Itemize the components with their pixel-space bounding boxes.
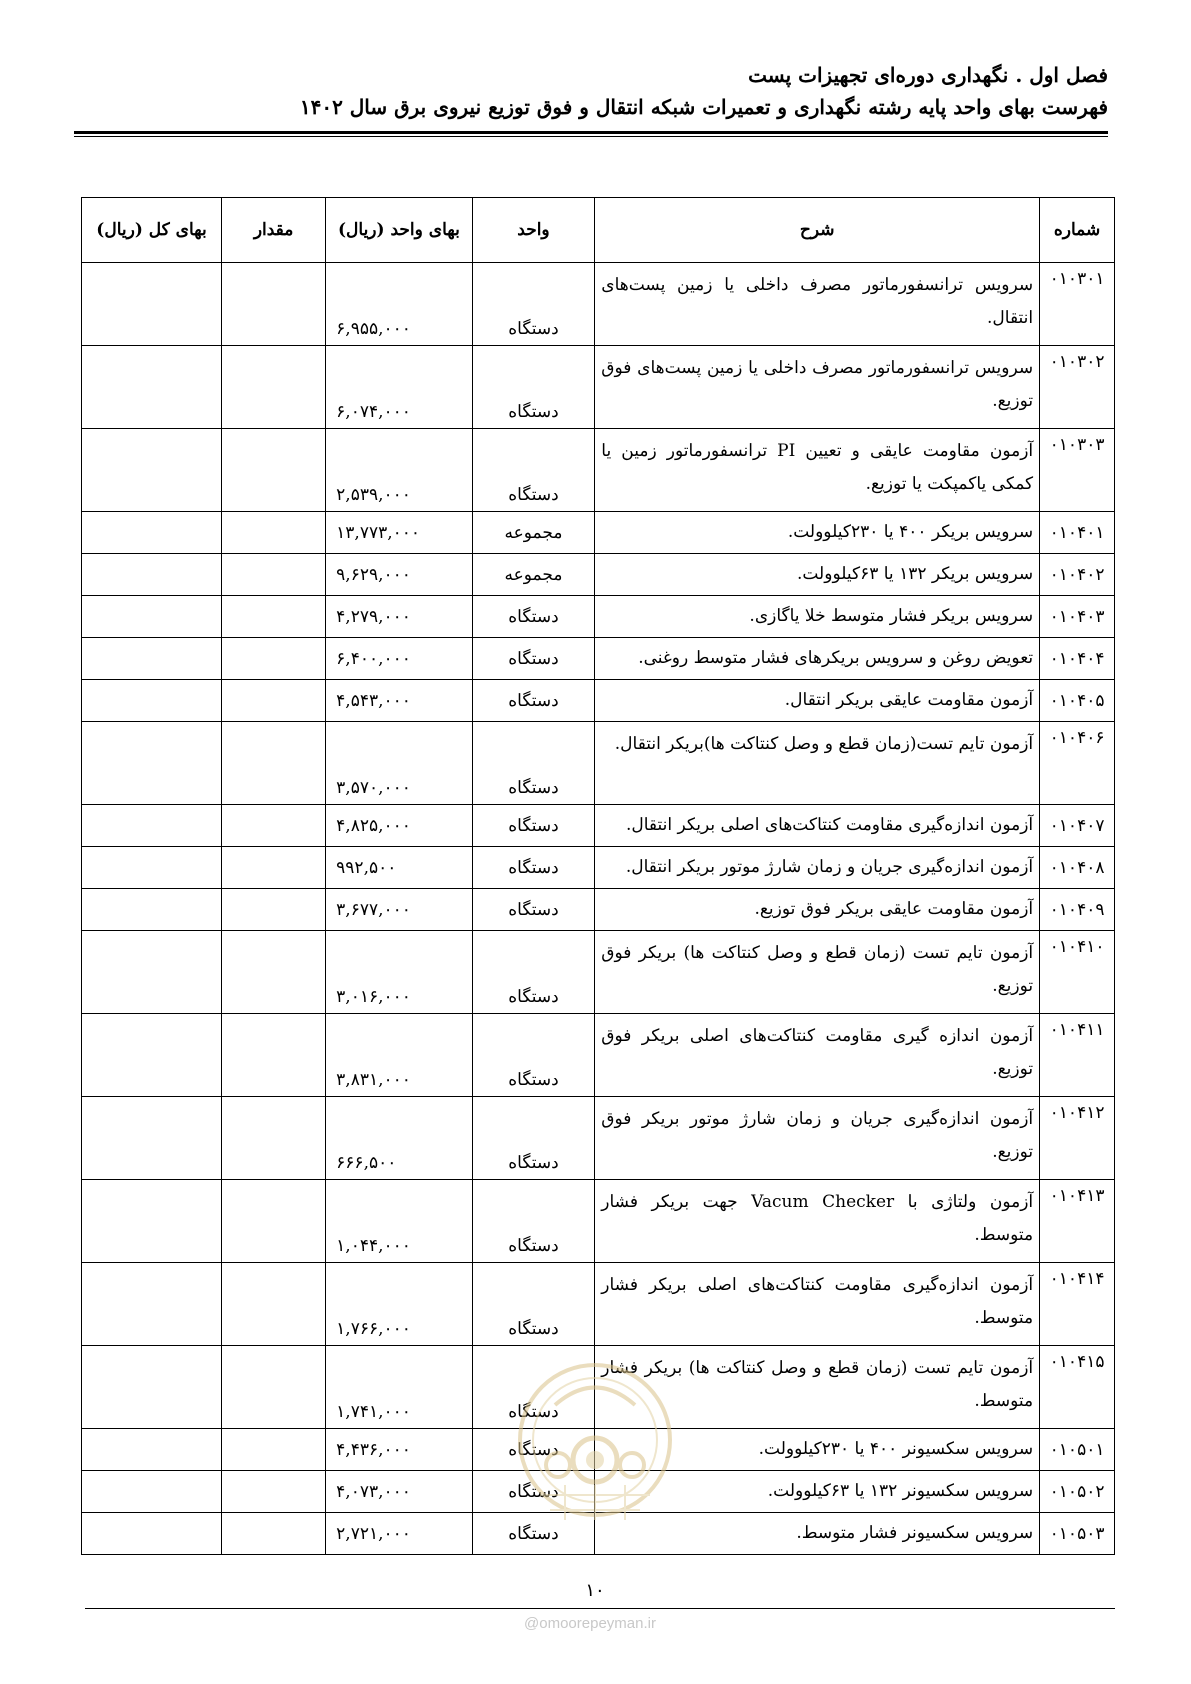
row-code: ۰۱۰۳۰۳ xyxy=(1040,429,1115,512)
watermark-seal-icon xyxy=(510,1345,680,1555)
row-quantity xyxy=(222,1097,326,1180)
row-total-price xyxy=(82,680,222,722)
row-unit: دستگاه xyxy=(472,1180,595,1263)
row-quantity xyxy=(222,1180,326,1263)
row-code: ۰۱۰۴۰۲ xyxy=(1040,554,1115,596)
row-code: ۰۱۰۴۱۵ xyxy=(1040,1346,1115,1429)
row-unit: دستگاه xyxy=(472,1471,595,1513)
row-code: ۰۱۰۴۰۳ xyxy=(1040,596,1115,638)
row-total-price xyxy=(82,596,222,638)
row-code: ۰۱۰۴۱۰ xyxy=(1040,931,1115,1014)
chapter-title: فصل اول . نگهداری دوره‌ای تجهیزات پست xyxy=(748,63,1108,87)
row-description: آزمون ولتاژی با Vacum Checker جهت بریکر فشار متوسط. xyxy=(595,1180,1040,1263)
row-code: ۰۱۰۴۰۷ xyxy=(1040,805,1115,847)
row-quantity xyxy=(222,596,326,638)
row-unit-price: ۳,۶۷۷,۰۰۰ xyxy=(326,889,472,931)
row-total-price xyxy=(82,1014,222,1097)
row-code: ۰۱۰۴۱۱ xyxy=(1040,1014,1115,1097)
row-unit-price: ۳,۵۷۰,۰۰۰ xyxy=(326,722,472,805)
row-total-price xyxy=(82,889,222,931)
row-description: سرویس بریکر فشار متوسط خلا یاگازی. xyxy=(595,596,1040,638)
table-row xyxy=(82,680,1115,722)
row-unit-price: ۴,۴۳۶,۰۰۰ xyxy=(326,1429,472,1471)
row-description: آزمون اندازه‌گیری جریان و زمان شارژ موتور بریکر انتقال. xyxy=(595,847,1040,889)
row-total-price xyxy=(82,1180,222,1263)
row-code: ۰۱۰۴۰۱ xyxy=(1040,512,1115,554)
header-quantity: مقدار xyxy=(222,198,326,263)
row-unit-price: ۱,۷۶۶,۰۰۰ xyxy=(326,1263,472,1346)
row-unit: دستگاه xyxy=(472,596,595,638)
row-unit-price: ۱,۷۴۱,۰۰۰ xyxy=(326,1346,472,1429)
table-row xyxy=(82,1014,1115,1097)
row-unit-price: ۹,۶۲۹,۰۰۰ xyxy=(326,554,472,596)
row-total-price xyxy=(82,805,222,847)
row-description: آزمون اندازه‌گیری مقاومت کنتاکت‌های اصلی بریکر فشار متوسط. xyxy=(595,1263,1040,1346)
row-unit: دستگاه xyxy=(472,1513,595,1555)
row-description: سرویس بریکر ۴۰۰ یا ۲۳۰کیلوولت. xyxy=(595,512,1040,554)
row-unit: دستگاه xyxy=(472,1263,595,1346)
row-unit-price: ۴,۲۷۹,۰۰۰ xyxy=(326,596,472,638)
table-row xyxy=(82,596,1115,638)
row-code: ۰۱۰۴۰۵ xyxy=(1040,680,1115,722)
row-unit-price: ۶,۰۷۴,۰۰۰ xyxy=(326,346,472,429)
row-unit: دستگاه xyxy=(472,638,595,680)
document-title: فهرست بهای واحد پایه رشته نگهداری و تعمیرات شبکه انتقال و فوق توزیع نیروی برق سال ۱۴۰۲ xyxy=(299,95,1108,119)
row-quantity xyxy=(222,512,326,554)
row-unit-price: ۶۶۶,۵۰۰ xyxy=(326,1097,472,1180)
row-unit-price: ۲,۷۲۱,۰۰۰ xyxy=(326,1513,472,1555)
row-description: آزمون اندازه‌گیری جریان و زمان شارژ موتور بریکر فوق توزیع. xyxy=(595,1097,1040,1180)
row-code: ۰۱۰۴۰۹ xyxy=(1040,889,1115,931)
row-code: ۰۱۰۵۰۲ xyxy=(1040,1471,1115,1513)
row-code: ۰۱۰۴۰۸ xyxy=(1040,847,1115,889)
row-code: ۰۱۰۴۱۲ xyxy=(1040,1097,1115,1180)
row-unit: دستگاه xyxy=(472,429,595,512)
row-unit: دستگاه xyxy=(472,680,595,722)
row-quantity xyxy=(222,1263,326,1346)
row-quantity xyxy=(222,429,326,512)
row-quantity xyxy=(222,805,326,847)
row-code: ۰۱۰۴۰۶ xyxy=(1040,722,1115,805)
row-quantity xyxy=(222,346,326,429)
row-unit: دستگاه xyxy=(472,722,595,805)
row-description: سرویس سکسیونر ۱۳۲ یا ۶۳کیلوولت. xyxy=(595,1471,1040,1513)
row-description: آزمون مقاومت عایقی بریکر انتقال. xyxy=(595,680,1040,722)
row-quantity xyxy=(222,931,326,1014)
header-code: شماره xyxy=(1040,198,1115,263)
row-description: سرویس سکسیونر ۴۰۰ یا ۲۳۰کیلوولت. xyxy=(595,1429,1040,1471)
row-total-price xyxy=(82,1097,222,1180)
row-total-price xyxy=(82,346,222,429)
row-unit-price: ۶,۹۵۵,۰۰۰ xyxy=(326,263,472,346)
row-unit: دستگاه xyxy=(472,1429,595,1471)
table-row xyxy=(82,1097,1115,1180)
row-quantity xyxy=(222,554,326,596)
row-unit-price: ۹۹۲,۵۰۰ xyxy=(326,847,472,889)
row-description: تعویض روغن و سرویس بریکرهای فشار متوسط روغنی. xyxy=(595,638,1040,680)
row-total-price xyxy=(82,1429,222,1471)
row-description: سرویس ترانسفورماتور مصرف داخلی یا زمین پست‌های فوق توزیع. xyxy=(595,346,1040,429)
row-quantity xyxy=(222,1346,326,1429)
row-quantity xyxy=(222,1513,326,1555)
row-description: آزمون اندازه گیری مقاومت کنتاکت‌های اصلی بریکر فوق توزیع. xyxy=(595,1014,1040,1097)
table-row xyxy=(82,638,1115,680)
row-unit-price: ۶,۴۰۰,۰۰۰ xyxy=(326,638,472,680)
page-header xyxy=(74,58,1108,122)
row-total-price xyxy=(82,638,222,680)
row-description: سرویس سکسیونر فشار متوسط. xyxy=(595,1513,1040,1555)
table-row xyxy=(82,805,1115,847)
row-unit: مجموعه xyxy=(472,554,595,596)
table-row xyxy=(82,554,1115,596)
row-total-price xyxy=(82,847,222,889)
row-quantity xyxy=(222,847,326,889)
row-unit: دستگاه xyxy=(472,931,595,1014)
table-row xyxy=(82,1263,1115,1346)
row-total-price xyxy=(82,722,222,805)
row-unit-price: ۴,۸۲۵,۰۰۰ xyxy=(326,805,472,847)
row-unit: دستگاه xyxy=(472,847,595,889)
row-unit: دستگاه xyxy=(472,805,595,847)
row-total-price xyxy=(82,512,222,554)
row-code: ۰۱۰۵۰۳ xyxy=(1040,1513,1115,1555)
table-row xyxy=(82,931,1115,1014)
row-code: ۰۱۰۴۰۴ xyxy=(1040,638,1115,680)
watermark-text: @omoorepeyman.ir xyxy=(524,1615,656,1632)
header-unit-price: بهای واحد (ریال) xyxy=(326,198,472,263)
row-unit: دستگاه xyxy=(472,889,595,931)
row-unit-price: ۳,۸۳۱,۰۰۰ xyxy=(326,1014,472,1097)
row-quantity xyxy=(222,722,326,805)
table-row xyxy=(82,1180,1115,1263)
row-unit: دستگاه xyxy=(472,1097,595,1180)
row-unit-price: ۴,۰۷۳,۰۰۰ xyxy=(326,1471,472,1513)
table-row xyxy=(82,722,1115,805)
row-description: سرویس ترانسفورماتور مصرف داخلی یا زمین پست‌های انتقال. xyxy=(595,263,1040,346)
row-total-price xyxy=(82,429,222,512)
row-total-price xyxy=(82,1346,222,1429)
row-unit: دستگاه xyxy=(472,346,595,429)
row-unit-price: ۱۳,۷۷۳,۰۰۰ xyxy=(326,512,472,554)
row-unit: مجموعه xyxy=(472,512,595,554)
row-total-price xyxy=(82,931,222,1014)
table-row xyxy=(82,346,1115,429)
row-quantity xyxy=(222,1014,326,1097)
table-row xyxy=(82,847,1115,889)
row-code: ۰۱۰۳۰۱ xyxy=(1040,263,1115,346)
row-code: ۰۱۰۴۱۳ xyxy=(1040,1180,1115,1263)
row-code: ۰۱۰۳۰۲ xyxy=(1040,346,1115,429)
row-total-price xyxy=(82,263,222,346)
row-description: آزمون اندازه‌گیری مقاومت کنتاکت‌های اصلی بریکر انتقال. xyxy=(595,805,1040,847)
row-quantity xyxy=(222,680,326,722)
row-description: آزمون تایم تست (زمان قطع و وصل کنتاکت ها) بریکر فوق توزیع. xyxy=(595,931,1040,1014)
row-unit: دستگاه xyxy=(472,1014,595,1097)
header-rule xyxy=(74,131,1108,137)
row-description: سرویس بریکر ۱۳۲ یا ۶۳کیلوولت. xyxy=(595,554,1040,596)
row-total-price xyxy=(82,1513,222,1555)
row-quantity xyxy=(222,889,326,931)
header-description: شرح xyxy=(595,198,1040,263)
row-unit-price: ۱,۰۴۴,۰۰۰ xyxy=(326,1180,472,1263)
row-total-price xyxy=(82,1263,222,1346)
row-quantity xyxy=(222,638,326,680)
row-unit: دستگاه xyxy=(472,1346,595,1429)
page-number: ۱۰ xyxy=(585,1580,605,1601)
header-unit: واحد xyxy=(472,198,595,263)
footer-rule xyxy=(85,1608,1115,1609)
table-row xyxy=(82,429,1115,512)
table-row xyxy=(82,512,1115,554)
row-code: ۰۱۰۴۱۴ xyxy=(1040,1263,1115,1346)
row-unit-price: ۴,۵۴۳,۰۰۰ xyxy=(326,680,472,722)
row-description: آزمون تایم تست (زمان قطع و وصل کنتاکت ها) بریکر فشار متوسط. xyxy=(595,1346,1040,1429)
row-quantity xyxy=(222,1429,326,1471)
row-code: ۰۱۰۵۰۱ xyxy=(1040,1429,1115,1471)
row-unit: دستگاه xyxy=(472,263,595,346)
row-total-price xyxy=(82,554,222,596)
row-unit-price: ۲,۵۳۹,۰۰۰ xyxy=(326,429,472,512)
row-description: آزمون مقاومت عایقی و تعیین PI ترانسفورماتور زمین یا کمکی یاکمپکت یا توزیع. xyxy=(595,429,1040,512)
header-total-price: بهای کل (ریال) xyxy=(82,198,222,263)
table-header-row xyxy=(82,198,1115,263)
row-unit-price: ۳,۰۱۶,۰۰۰ xyxy=(326,931,472,1014)
table-row xyxy=(82,889,1115,931)
row-quantity xyxy=(222,263,326,346)
row-quantity xyxy=(222,1471,326,1513)
row-description: آزمون مقاومت عایقی بریکر فوق توزیع. xyxy=(595,889,1040,931)
row-description: آزمون تایم تست(زمان قطع و وصل کنتاکت ها)بریکر انتقال. xyxy=(595,722,1040,805)
row-total-price xyxy=(82,1471,222,1513)
table-row xyxy=(82,263,1115,346)
